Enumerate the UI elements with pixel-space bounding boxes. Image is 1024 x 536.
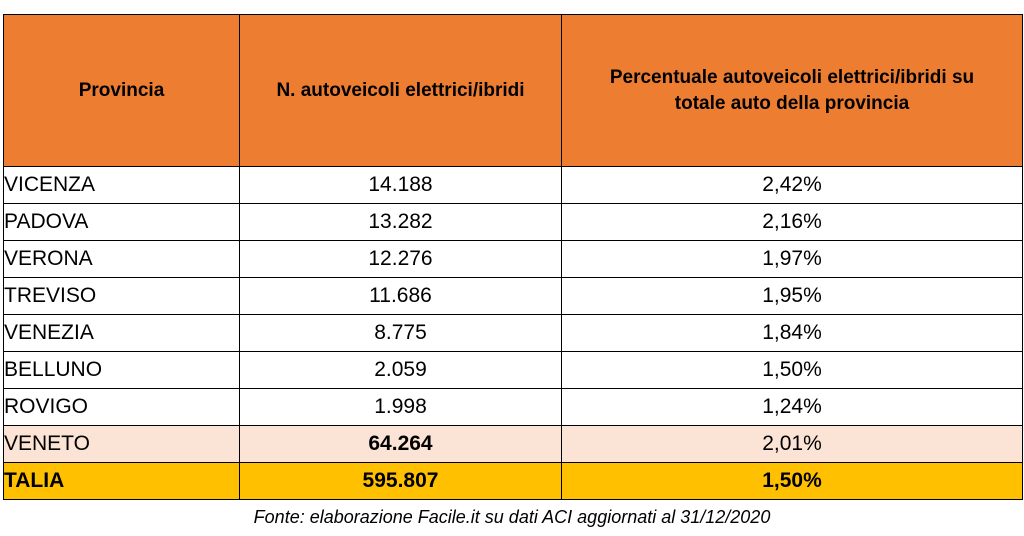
cell-percentuale: 2,01% [562,426,1023,463]
cell-percentuale: 2,16% [562,204,1023,241]
table-row [4,204,1023,241]
cell-numero: 13.282 [240,204,562,241]
cell-numero: 14.188 [240,167,562,204]
cell-provincia: VENETO [4,426,240,463]
cell-provincia: TREVISO [4,278,240,315]
table-row [4,389,1023,426]
cell-provincia: BELLUNO [4,352,240,389]
table-header [4,15,1023,167]
header-percentuale-text: Percentuale autoveicoli elettrici/ibridi su totale auto della provincia [609,66,975,114]
header-provincia: Provincia [4,15,240,167]
cell-numero: 595.807 [240,463,562,500]
cell-provincia: TALIA [4,463,240,500]
table-row [4,352,1023,389]
cell-numero: 12.276 [240,241,562,278]
cell-provincia: ROVIGO [4,389,240,426]
cell-percentuale: 1,95% [562,278,1023,315]
cell-provincia: VICENZA [4,167,240,204]
table-row [4,167,1023,204]
cell-numero: 11.686 [240,278,562,315]
header-numero-veicoli: N. autoveicoli elettrici/ibridi [240,15,562,167]
table-row [4,315,1023,352]
cell-percentuale: 1,84% [562,315,1023,352]
cell-percentuale: 1,24% [562,389,1023,426]
cell-numero: 8.775 [240,315,562,352]
source-note: Fonte: elaborazione Facile.it su dati ACI aggiornati al 31/12/2020 [253,507,771,527]
cell-percentuale: 1,97% [562,241,1023,278]
table-row [4,241,1023,278]
header-percentuale [562,15,1023,167]
cell-provincia: PADOVA [4,204,240,241]
cell-provincia: VENEZIA [4,315,240,352]
header-row [4,15,1023,167]
cell-percentuale: 1,50% [562,463,1023,500]
cell-numero: 2.059 [240,352,562,389]
cell-percentuale: 2,42% [562,167,1023,204]
cell-provincia: VERONA [4,241,240,278]
cell-percentuale: 1,50% [562,352,1023,389]
region-total-row [4,426,1023,463]
national-total-row [4,463,1023,500]
cell-numero: 64.264 [240,426,562,463]
table-body [4,167,1023,500]
table-row [4,278,1023,315]
ev-statistics-table [3,14,1023,500]
cell-numero: 1.998 [240,389,562,426]
